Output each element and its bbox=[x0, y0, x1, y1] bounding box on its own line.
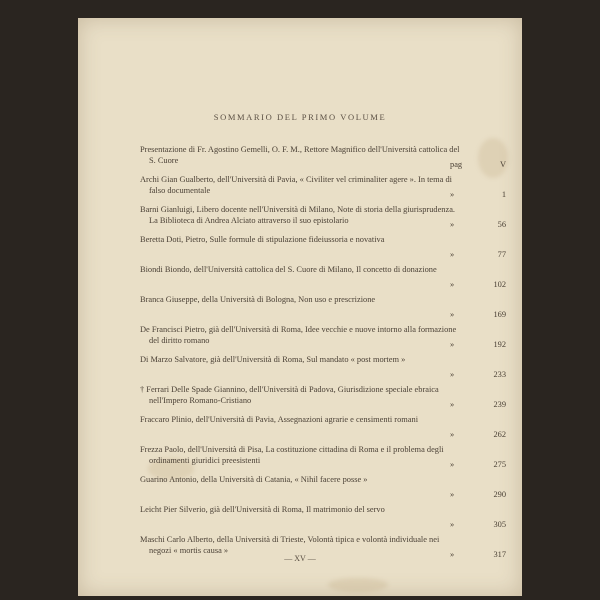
page-number: 317 bbox=[493, 550, 506, 559]
toc-page-ref bbox=[450, 340, 506, 349]
page-marker: » bbox=[450, 280, 455, 289]
toc-entry-text: Biondi Biondo, dell'Università cattolica del S. Cuore di Milano, Il concetto di donazione bbox=[140, 265, 437, 274]
page-title: SOMMARIO DEL PRIMO VOLUME bbox=[213, 112, 387, 122]
page-marker: » bbox=[450, 430, 455, 439]
toc-entry-text: Barni Gianluigi, Libero docente nell'Università di Milano, Note di storia della giurisprudenza. La Biblioteca di Andrea Alciato attraverso il suo epistolario bbox=[140, 205, 456, 225]
page-number: 305 bbox=[493, 520, 506, 529]
page-number: 192 bbox=[493, 340, 506, 349]
page-marker: » bbox=[450, 400, 455, 409]
toc-entry-text: Branca Giuseppe, della Università di Bologna, Non uso e prescrizione bbox=[140, 295, 376, 304]
page-number: 77 bbox=[497, 250, 506, 259]
paper-stain bbox=[328, 578, 388, 592]
page-marker: » bbox=[450, 550, 455, 559]
page-number: 56 bbox=[497, 220, 506, 229]
toc-entry-text: Leicht Pier Silverio, già dell'Università di Roma, Il matrimonio del servo bbox=[140, 505, 385, 514]
page-number: 1 bbox=[501, 190, 506, 199]
toc-entry bbox=[140, 295, 506, 325]
toc-entry bbox=[140, 265, 506, 295]
page-marker: » bbox=[450, 520, 455, 529]
toc-entry bbox=[140, 175, 506, 205]
toc-page-ref bbox=[450, 250, 506, 259]
toc-page-ref bbox=[450, 310, 506, 319]
page-number: 233 bbox=[493, 370, 506, 379]
page-marker: » bbox=[450, 490, 455, 499]
toc-page-ref bbox=[450, 520, 506, 529]
page-marker: » bbox=[450, 370, 455, 379]
toc-entry-text: Di Marzo Salvatore, già dell'Università di Roma, Sul mandato « post mortem » bbox=[140, 355, 406, 364]
toc-page-ref bbox=[450, 400, 506, 409]
toc-entry-text: Fraccaro Plinio, dell'Università di Pavia, Assegnazioni agrarie e censimenti romani bbox=[140, 415, 419, 424]
page-marker: » bbox=[450, 190, 455, 199]
toc-entry bbox=[140, 505, 506, 535]
page-number: 169 bbox=[493, 310, 506, 319]
toc-entry bbox=[140, 145, 506, 175]
toc-page-ref bbox=[450, 370, 506, 379]
toc-entry bbox=[140, 235, 506, 265]
toc-entry bbox=[140, 415, 506, 445]
toc-entry bbox=[140, 475, 506, 505]
toc-entry bbox=[140, 445, 506, 475]
toc-page-ref bbox=[450, 280, 506, 289]
page-number: V bbox=[499, 160, 506, 169]
toc-page-ref bbox=[450, 220, 506, 229]
page-footer: — XV — bbox=[284, 554, 316, 563]
toc-entry bbox=[140, 325, 506, 355]
toc-entry-text: Archi Gian Gualberto, dell'Università di Pavia, « Civiliter vel criminaliter agere ». In tema di falso documentale bbox=[140, 175, 452, 195]
toc-page-ref bbox=[450, 460, 506, 469]
toc-entry-text: Guarino Antonio, della Università di Catania, « Nihil facere posse » bbox=[140, 475, 368, 484]
toc-entry bbox=[140, 355, 506, 385]
toc-entry-text: Presentazione di Fr. Agostino Gemelli, O. F. M., Rettore Magnifico dell'Università cattolica del S. Cuore bbox=[140, 145, 460, 165]
toc-entry-text: Maschi Carlo Alberto, della Università di Trieste, Volontà tipica e volontà individuale nei negozi « mortis causa » bbox=[140, 535, 440, 555]
page-marker: » bbox=[450, 460, 455, 469]
toc-entry bbox=[140, 205, 506, 235]
toc-page-ref bbox=[450, 430, 506, 439]
page-number: 239 bbox=[493, 400, 506, 409]
page-marker: pag bbox=[450, 160, 463, 169]
page-number: 102 bbox=[493, 280, 506, 289]
toc-entry bbox=[140, 385, 506, 415]
toc-page-ref bbox=[450, 160, 506, 169]
book-page bbox=[78, 18, 522, 596]
page-marker: » bbox=[450, 250, 455, 259]
table-of-contents bbox=[140, 145, 506, 565]
page-number: 262 bbox=[493, 430, 506, 439]
page-number: 290 bbox=[493, 490, 506, 499]
toc-entry-text: Beretta Doti, Pietro, Sulle formule di stipulazione fideiussoria e novativa bbox=[140, 235, 385, 244]
toc-page-ref bbox=[450, 190, 506, 199]
toc-entry-text: De Francisci Pietro, già dell'Università di Roma, Idee vecchie e nuove intorno alla formazione del diritto romano bbox=[140, 325, 457, 345]
page-number: 275 bbox=[493, 460, 506, 469]
page-marker: » bbox=[450, 220, 455, 229]
toc-entry-text: Frezza Paolo, dell'Università di Pisa, La costituzione cittadina di Roma e il problema degli ordinamenti giuridici preesistenti bbox=[140, 445, 444, 465]
toc-page-ref bbox=[450, 490, 506, 499]
page-marker: » bbox=[450, 340, 455, 349]
page-marker: » bbox=[450, 310, 455, 319]
toc-entry-text: † Ferrari Delle Spade Giannino, dell'Università di Padova, Giurisdizione speciale ebraica nell'Impero Romano-Cristiano bbox=[140, 385, 439, 405]
